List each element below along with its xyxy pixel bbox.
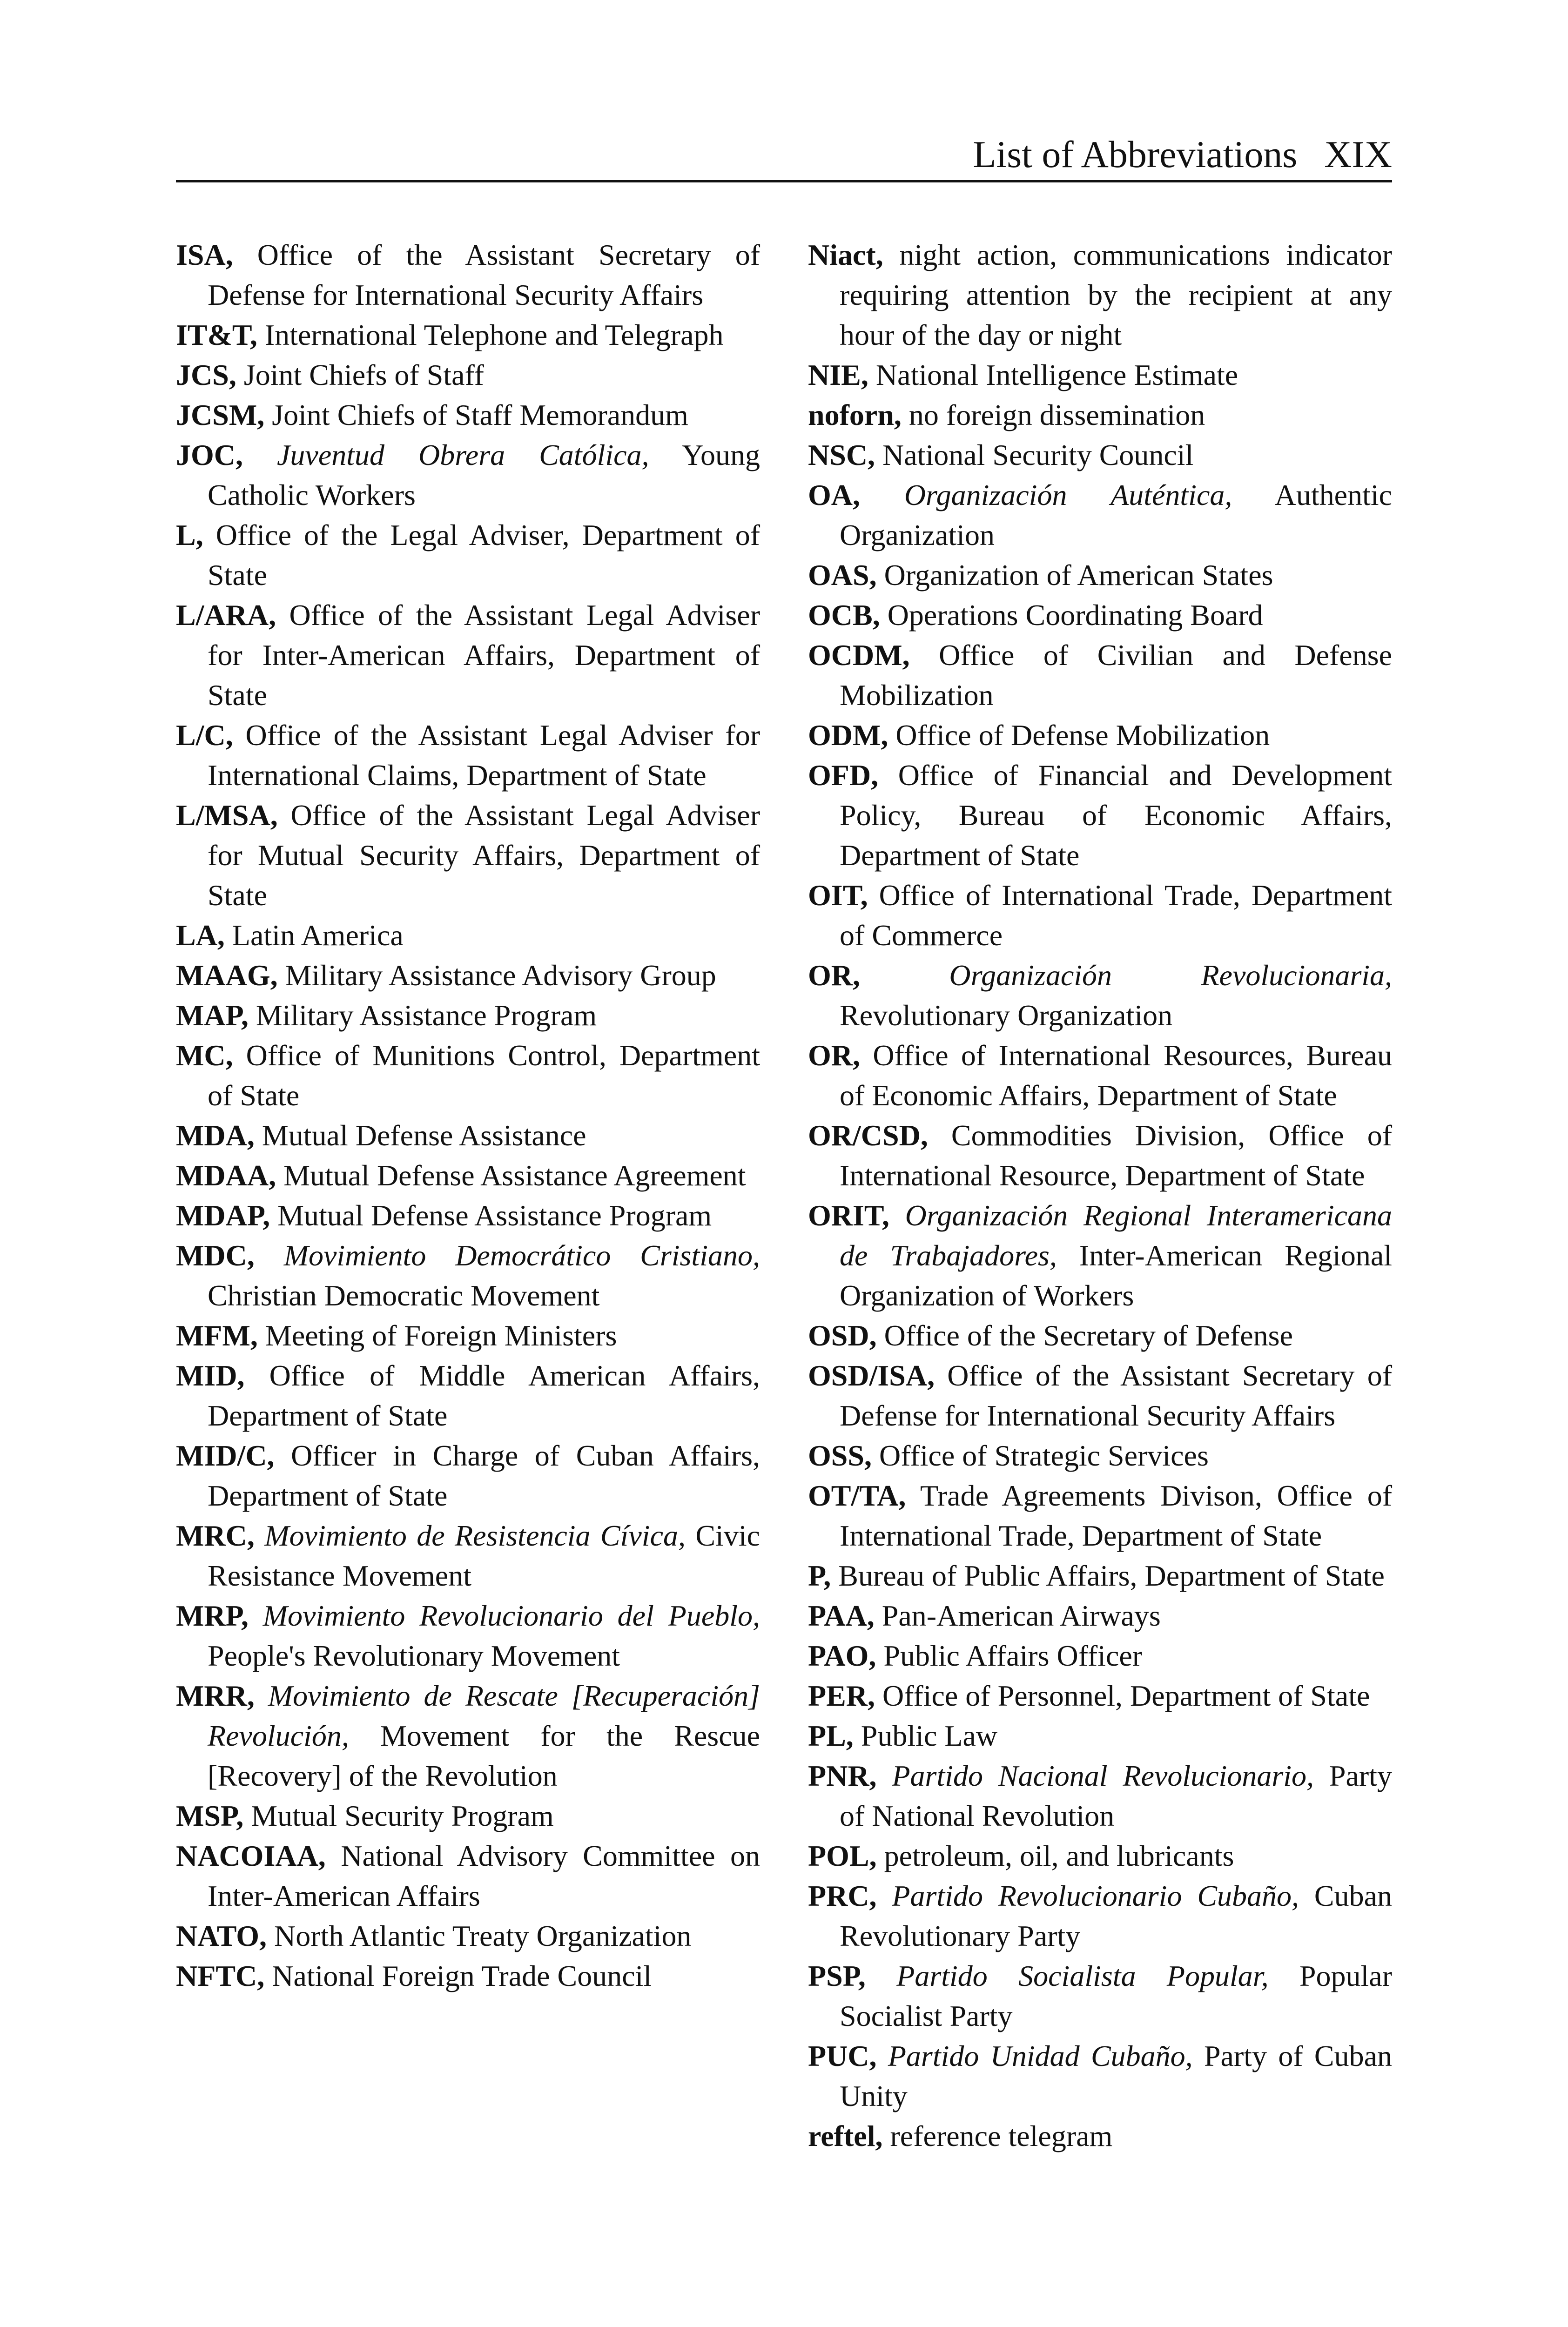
definition: Revolutionary Organization: [840, 999, 1173, 1032]
abbreviation-entry: [808, 395, 1392, 435]
abbreviation: MDC,: [176, 1239, 255, 1272]
abbreviation: MRR,: [176, 1679, 255, 1712]
definition: night action, communications indicator requiring attention by the recipient at any hour of the day or night: [840, 238, 1393, 351]
foreign-term: Partido Revolucionario Cubaño,: [892, 1879, 1299, 1912]
definition: Mutual Defense Assistance Agreement: [283, 1159, 746, 1192]
definition: Mutual Security Program: [251, 1799, 554, 1832]
definition: Young Catholic Workers: [208, 438, 760, 511]
abbreviation-entry: [808, 1756, 1392, 1836]
abbreviation-entry: [808, 1196, 1392, 1316]
abbreviation: noforn,: [808, 398, 902, 431]
abbreviation: OSD/ISA,: [808, 1359, 935, 1392]
definition: Office of Munitions Control, Department of State: [208, 1039, 760, 1112]
abbreviation-entry: [176, 1516, 760, 1596]
abbreviation-entry: [808, 555, 1392, 595]
abbreviation-entry: [176, 1796, 760, 1836]
definition: no foreign dissemination: [908, 398, 1205, 431]
abbreviation-entry: [808, 1956, 1392, 2036]
abbreviation: L,: [176, 518, 203, 551]
abbreviation-entry: [808, 235, 1392, 355]
definition: Office of the Assistant Legal Adviser for Inter-American Affairs, Department of State: [208, 599, 760, 712]
abbreviation: NSC,: [808, 438, 875, 471]
foreign-term: Partido Unidad Cubaño,: [888, 2039, 1193, 2072]
abbreviation: MFM,: [176, 1319, 258, 1352]
definition: Party of National Revolution: [840, 1759, 1393, 1832]
abbreviation: LA,: [176, 919, 225, 952]
definition: Inter-American Regional Organization of Workers: [840, 1239, 1393, 1312]
abbreviation: MC,: [176, 1039, 233, 1072]
foreign-term: Movimiento Revolucionario del Pueblo,: [262, 1599, 760, 1632]
abbreviation-entry: [808, 475, 1392, 555]
foreign-term: Movimiento de Resistencia Cívica,: [264, 1519, 686, 1552]
abbreviation-entry: [176, 1116, 760, 1156]
abbreviation-entry: [176, 995, 760, 1036]
abbreviation-entry: [808, 1636, 1392, 1676]
definition: Office of Civilian and Defense Mobilization: [840, 639, 1392, 712]
definition: Organization of American States: [884, 558, 1273, 592]
abbreviation-entry: [808, 1676, 1392, 1716]
abbreviation: OCDM,: [808, 639, 910, 672]
abbreviation: L/ARA,: [176, 599, 276, 632]
abbreviation: PUC,: [808, 2039, 877, 2072]
abbreviation-entry: [176, 1156, 760, 1196]
abbreviation-entry: [176, 1956, 760, 1996]
definition: National Advisory Committee on Inter-American Affairs: [208, 1839, 760, 1912]
abbreviation-entry: [808, 1556, 1392, 1596]
definition: People's Revolutionary Movement: [208, 1639, 620, 1672]
definition: Public Law: [861, 1719, 998, 1752]
definition: Office of Middle American Affairs, Department of State: [208, 1359, 760, 1432]
definition: Popular Socialist Party: [840, 1959, 1392, 2032]
abbreviation: PER,: [808, 1679, 875, 1712]
abbreviation: NIE,: [808, 358, 868, 391]
definition: Office of International Trade, Department of Commerce: [840, 879, 1393, 952]
definition: Mutual Defense Assistance: [262, 1119, 586, 1152]
abbreviation-entry: [808, 355, 1392, 395]
abbreviation: Niact,: [808, 238, 883, 271]
abbreviation: ODM,: [808, 719, 888, 752]
abbreviation-entry: [176, 355, 760, 395]
definition: Public Affairs Officer: [883, 1639, 1143, 1672]
abbreviation-entry: [176, 1436, 760, 1516]
abbreviation: OFD,: [808, 759, 879, 792]
definition: Bureau of Public Affairs, Department of State: [838, 1559, 1385, 1592]
abbreviation: L/C,: [176, 719, 233, 752]
abbreviation: PAA,: [808, 1599, 875, 1632]
definition: Latin America: [232, 919, 404, 952]
definition: Movement for the Rescue [Recovery] of the Revolution: [208, 1719, 760, 1792]
definition: National Security Council: [882, 438, 1194, 471]
abbreviation: JCSM,: [176, 398, 265, 431]
definition: Party of Cuban Unity: [840, 2039, 1393, 2112]
abbreviation-entry: [808, 1836, 1392, 1876]
abbreviation-entry: [808, 635, 1392, 715]
abbreviation-entry: [808, 1596, 1392, 1636]
abbreviation: P,: [808, 1559, 831, 1592]
abbreviation-entry: [176, 1316, 760, 1356]
abbreviation: PNR,: [808, 1759, 877, 1792]
abbreviation: OSD,: [808, 1319, 877, 1352]
abbreviation-entry: [176, 1596, 760, 1676]
definition: Office of the Assistant Secretary of Defense for International Security Affairs: [840, 1359, 1392, 1432]
abbreviation: PSP,: [808, 1959, 866, 1992]
definition: Trade Agreements Divison, Office of International Trade, Department of State: [840, 1479, 1393, 1552]
abbreviation: PAO,: [808, 1639, 876, 1672]
definition: Office of Strategic Services: [879, 1439, 1209, 1472]
definition: Office of International Resources, Bureau of Economic Affairs, Department of State: [840, 1039, 1393, 1112]
definition: Officer in Charge of Cuban Affairs, Department of State: [208, 1439, 760, 1512]
abbreviation-entry: [808, 1116, 1392, 1196]
definition: National Foreign Trade Council: [272, 1959, 652, 1992]
foreign-term: Juventud Obrera Católica,: [277, 438, 649, 471]
definition: International Telephone and Telegraph: [264, 318, 724, 351]
abbreviation: MDA,: [176, 1119, 255, 1152]
abbreviation: MDAP,: [176, 1199, 270, 1232]
definition: Office of the Assistant Legal Adviser for International Claims, Department of State: [208, 719, 760, 792]
definition: Military Assistance Program: [256, 999, 597, 1032]
definition: National Intelligence Estimate: [875, 358, 1238, 391]
abbreviation-entry: [176, 395, 760, 435]
definition: Civic Resistance Movement: [208, 1519, 760, 1592]
abbreviation-entry: [808, 595, 1392, 635]
abbreviation-entry: [176, 1356, 760, 1436]
abbreviation-entry: [808, 955, 1392, 1036]
abbreviation-entry: [808, 1476, 1392, 1556]
definition: Military Assistance Advisory Group: [285, 959, 716, 992]
definition: Office of Personnel, Department of State: [882, 1679, 1370, 1712]
abbreviation: OR,: [808, 1039, 860, 1072]
definition: Operations Coordinating Board: [887, 599, 1263, 632]
definition: Office of the Assistant Secretary of Defense for International Security Affairs: [208, 238, 760, 311]
abbreviation-entry: [808, 1316, 1392, 1356]
abbreviation-entry: [808, 875, 1392, 955]
abbreviation: OR,: [808, 959, 860, 992]
abbreviation-entry: [176, 435, 760, 515]
abbreviation-entry: [176, 515, 760, 595]
abbreviation-entry: [808, 1436, 1392, 1476]
abbreviation: MID/C,: [176, 1439, 275, 1472]
definition: Office of the Legal Adviser, Department of State: [208, 518, 760, 592]
abbreviation: MRC,: [176, 1519, 255, 1552]
abbreviation: MRP,: [176, 1599, 249, 1632]
abbreviation: JOC,: [176, 438, 243, 471]
right-column: [808, 235, 1392, 2156]
abbreviation-entry: [176, 1676, 760, 1796]
abbreviation-entry: [808, 715, 1392, 755]
abbreviation-entry: [176, 315, 760, 355]
abbreviation-entry: [808, 1716, 1392, 1756]
abbreviation-entry: [176, 595, 760, 715]
left-column: [176, 235, 760, 1996]
abbreviation: PL,: [808, 1719, 854, 1752]
definition: reference telegram: [890, 2119, 1113, 2152]
abbreviation-entry: [176, 1836, 760, 1916]
abbreviation-entry: [808, 755, 1392, 875]
abbreviation: OT/TA,: [808, 1479, 906, 1512]
definition: Christian Democratic Movement: [208, 1279, 600, 1312]
definition: Mutual Defense Assistance Program: [277, 1199, 712, 1232]
abbreviation: OSS,: [808, 1439, 872, 1472]
abbreviation: OAS,: [808, 558, 877, 592]
abbreviation-entry: [176, 795, 760, 915]
abbreviation-entry: [808, 435, 1392, 475]
abbreviation: NFTC,: [176, 1959, 265, 1992]
abbreviation: MAAG,: [176, 959, 278, 992]
foreign-term: Organización Regional Interamericana de Trabajadores,: [840, 1199, 1392, 1272]
abbreviation: JCS,: [176, 358, 236, 391]
abbreviation: NACOIAA,: [176, 1839, 326, 1872]
page-number: XIX: [1324, 133, 1392, 175]
abbreviation: IT&T,: [176, 318, 257, 351]
definition: Authentic Organization: [840, 478, 1392, 551]
abbreviation-entry: [176, 715, 760, 795]
foreign-term: Movimiento de Rescate [Recuperación] Revolución,: [208, 1679, 760, 1752]
abbreviation: MAP,: [176, 999, 249, 1032]
definition: Cuban Revolutionary Party: [840, 1879, 1392, 1952]
abbreviation: MID,: [176, 1359, 245, 1392]
abbreviation: MSP,: [176, 1799, 244, 1832]
foreign-term: Partido Nacional Revolucionario,: [892, 1759, 1314, 1792]
definition: Pan-American Airways: [882, 1599, 1161, 1632]
abbreviation: ISA,: [176, 238, 233, 271]
definition: North Atlantic Treaty Organization: [274, 1919, 692, 1952]
abbreviation: MDAA,: [176, 1159, 276, 1192]
foreign-term: Organización Revolucionaria,: [949, 959, 1392, 992]
abbreviation-entry: [808, 1036, 1392, 1116]
abbreviation: OCB,: [808, 599, 880, 632]
abbreviation-entry: [808, 2036, 1392, 2116]
foreign-term: Movimiento Democrático Cristiano,: [283, 1239, 760, 1272]
definition: Office of Financial and Development Policy, Bureau of Economic Affairs, Department of State: [840, 759, 1392, 872]
abbreviation: NATO,: [176, 1919, 267, 1952]
abbreviation-entry: [176, 955, 760, 995]
abbreviation: OR/CSD,: [808, 1119, 928, 1152]
definition: Office of the Secretary of Defense: [884, 1319, 1293, 1352]
abbreviation-entry: [808, 1876, 1392, 1956]
definition: Meeting of Foreign Ministers: [265, 1319, 617, 1352]
abbreviation-entry: [176, 915, 760, 955]
abbreviation: L/MSA,: [176, 799, 278, 832]
abbreviation-entry: [176, 1036, 760, 1116]
abbreviation-entry: [808, 2116, 1392, 2156]
abbreviation-entry: [176, 1196, 760, 1236]
definition: Office of Defense Mobilization: [895, 719, 1270, 752]
foreign-term: Organización Auténtica,: [904, 478, 1232, 511]
abbreviation: POL,: [808, 1839, 877, 1872]
definition: Joint Chiefs of Staff: [243, 358, 484, 391]
definition: Joint Chiefs of Staff Memorandum: [272, 398, 688, 431]
header-title: List of Abbreviations: [973, 133, 1298, 175]
abbreviation: ORIT,: [808, 1199, 889, 1232]
foreign-term: Partido Socialista Popular,: [896, 1959, 1269, 1992]
definition: Office of the Assistant Legal Adviser for Mutual Security Affairs, Department of State: [208, 799, 760, 912]
abbreviation: reftel,: [808, 2119, 883, 2152]
abbreviation-entry: [808, 1356, 1392, 1436]
abbreviation: PRC,: [808, 1879, 877, 1912]
abbreviation: OIT,: [808, 879, 868, 912]
running-header: [176, 130, 1392, 182]
definition: petroleum, oil, and lubricants: [884, 1839, 1234, 1872]
abbreviation: OA,: [808, 478, 860, 511]
abbreviation-entry: [176, 235, 760, 315]
definition: Commodities Division, Office of International Resource, Department of State: [840, 1119, 1393, 1192]
abbreviation-entry: [176, 1916, 760, 1956]
abbreviation-entry: [176, 1236, 760, 1316]
